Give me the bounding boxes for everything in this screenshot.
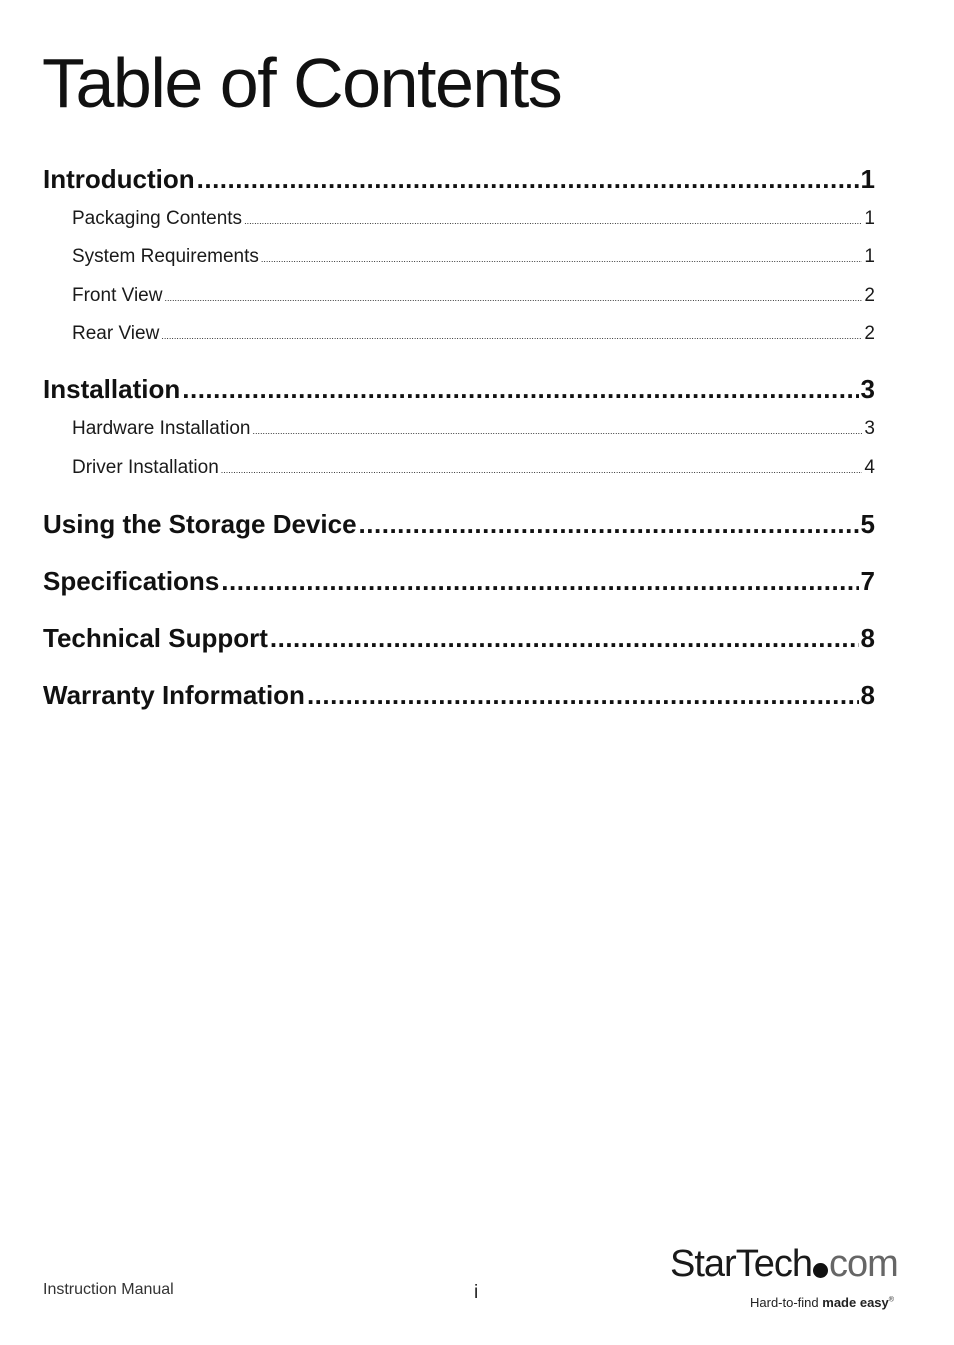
toc-page-number: 3: [864, 418, 875, 439]
toc-page-number: 2: [864, 285, 875, 306]
toc-label: Warranty Information: [43, 680, 305, 710]
toc-entry-packaging-contents[interactable]: [43, 208, 875, 230]
toc-page-number: 8: [860, 623, 875, 653]
toc-entry-installation[interactable]: [43, 374, 875, 405]
toc-entry-warranty-information[interactable]: [43, 680, 875, 711]
toc-page-number: 1: [860, 164, 875, 194]
toc-page-number: 2: [864, 323, 875, 344]
toc-label: Using the Storage Device: [43, 509, 357, 539]
toc-entry-specifications[interactable]: [43, 566, 875, 597]
toc-label: Packaging Contents: [72, 208, 243, 229]
dot-leader: [221, 566, 858, 597]
toc-label: Rear View: [72, 323, 160, 344]
toc-entry-driver-installation[interactable]: [43, 457, 875, 479]
logo-tagline: [750, 1295, 894, 1310]
toc-label: Hardware Installation: [72, 418, 251, 439]
toc-label: Front View: [72, 285, 163, 306]
toc-label: Driver Installation: [72, 457, 219, 478]
toc-label: Installation: [43, 374, 181, 404]
toc-entry-system-requirements[interactable]: [43, 246, 875, 268]
toc-label: Introduction: [43, 164, 195, 194]
logo-tld: com: [828, 1243, 898, 1285]
toc-entry-using-the-storage-device[interactable]: [43, 509, 875, 540]
toc-page-number: 8: [860, 680, 875, 710]
dot-leader: [252, 426, 862, 436]
dot-leader: [270, 623, 859, 654]
toc-entry-rear-view[interactable]: [43, 323, 875, 345]
toc-label: Specifications: [43, 566, 220, 596]
dot-leader: [197, 164, 859, 195]
logo-wordmark: [670, 1245, 898, 1283]
footer-doc-type: Instruction Manual: [43, 1281, 174, 1298]
dot-leader: [161, 331, 862, 341]
tagline-plain: Hard-to-find: [750, 1295, 819, 1310]
toc-page-number: 5: [860, 509, 875, 539]
toc-page-number: 3: [860, 374, 875, 404]
startech-logo: [670, 1245, 910, 1315]
toc-entry-introduction[interactable]: [43, 164, 875, 195]
toc-entry-hardware-installation[interactable]: [43, 418, 875, 440]
toc-page-number: 4: [864, 457, 875, 478]
dot-leader: [359, 509, 859, 540]
dot-leader: [261, 254, 863, 264]
footer-page-number: i: [474, 1282, 479, 1303]
page-title: Table of Contents: [42, 44, 562, 122]
toc-page-number: 7: [860, 566, 875, 596]
dot-leader: [221, 465, 863, 475]
logo-name: StarTech: [670, 1243, 812, 1285]
dot-leader: [182, 374, 858, 405]
logo-dot-icon: [813, 1263, 828, 1278]
tagline-bold: made easy: [822, 1295, 889, 1310]
toc-label: System Requirements: [72, 246, 259, 267]
registered-mark: ®: [888, 1296, 894, 1304]
toc-entry-technical-support[interactable]: [43, 623, 875, 654]
toc-page-number: 1: [864, 208, 875, 229]
toc-entry-front-view[interactable]: [43, 285, 875, 307]
dot-leader: [307, 680, 859, 711]
dot-leader: [164, 293, 862, 303]
toc-label: Technical Support: [43, 623, 268, 653]
dot-leader: [244, 216, 862, 226]
toc-page-number: 1: [864, 246, 875, 267]
